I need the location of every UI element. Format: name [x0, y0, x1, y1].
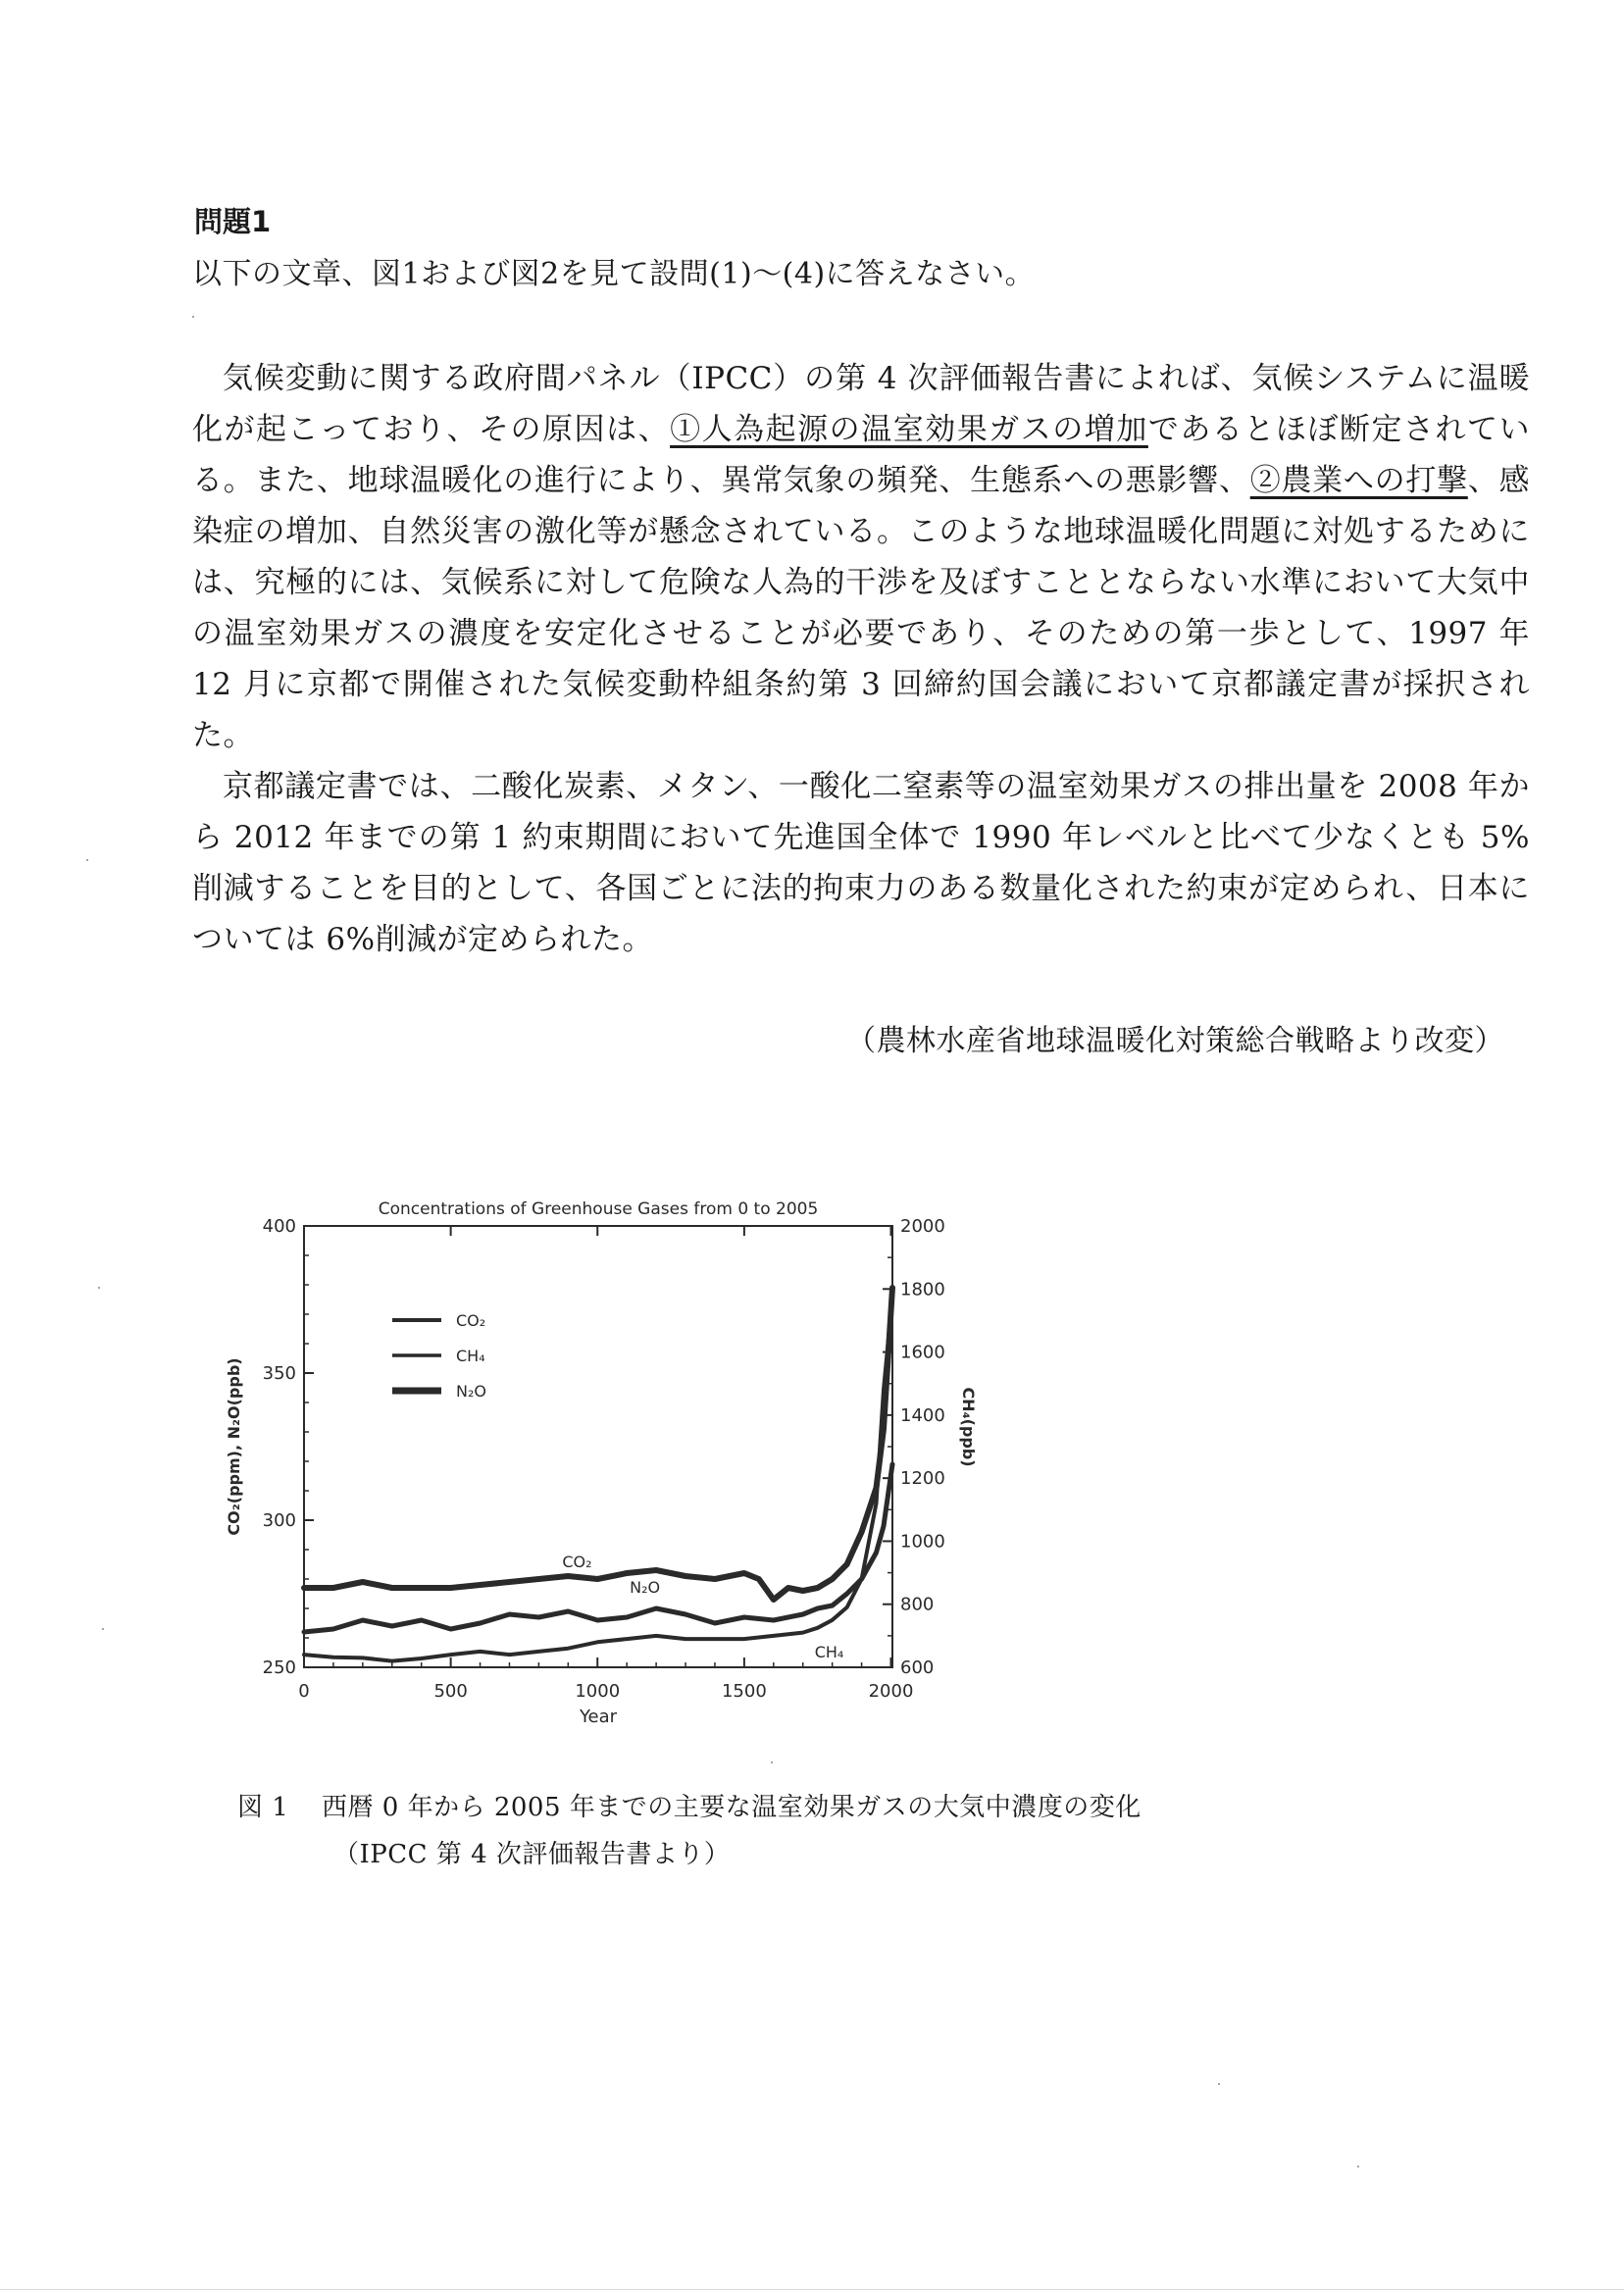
scan-speck — [1218, 2083, 1220, 2085]
passage-paragraph-1 — [192, 353, 1530, 761]
scan-speck — [771, 1761, 773, 1763]
y-left-tick-label: 250 — [262, 1657, 296, 1678]
x-tick-label: 500 — [433, 1681, 468, 1702]
underlined-phrase-2: ②農業への打撃 — [1249, 463, 1468, 498]
scan-speck — [1357, 2166, 1359, 2167]
y-right-tick-label: 1000 — [900, 1531, 945, 1553]
scan-edge-line — [0, 2289, 1624, 2290]
y-right-axis-label: CH₄(ppb) — [959, 1387, 978, 1467]
scan-speck — [86, 859, 88, 861]
underlined-phrase-1: ①人為起源の温室効果ガスの増加 — [670, 412, 1148, 447]
plot-frame — [304, 1226, 892, 1667]
series-line — [304, 1464, 892, 1632]
scan-speck — [192, 316, 194, 318]
x-tick-label: 1000 — [575, 1681, 621, 1702]
question-instruction: 以下の文章、図1および図2を見て設問(1)〜(4)に答えなさい。 — [192, 257, 1036, 291]
series-annotation: N₂O — [630, 1578, 661, 1597]
y-right-tick-label: 2000 — [900, 1216, 945, 1237]
passage-p1-text-a: 気候変動に関する政府間パネル（IPCC）の第 4 次評価報告書によれば、気候システムに温暖化が起こっており、その原因は、 — [192, 361, 1530, 447]
figure-caption-source: （IPCC 第 4 次評価報告書より） — [333, 1840, 731, 1869]
passage-p1-text-b: であるとほぼ断定されている。また、地球温暖化の進行により、異常気象の頻発、生態系への悪影響、 — [192, 412, 1531, 498]
x-tick-label: 2000 — [868, 1681, 914, 1702]
passage-source: （農林水産省地球温暖化対策総合戦略より改変） — [846, 1024, 1504, 1058]
figure-1 — [218, 1187, 1002, 1746]
x-tick-label: 1500 — [721, 1681, 767, 1702]
y-left-tick-label: 300 — [262, 1510, 296, 1531]
series-line — [304, 1288, 892, 1600]
ghg-concentration-chart — [218, 1187, 1002, 1746]
y-right-tick-label: 800 — [900, 1594, 935, 1615]
legend-label: CH₄ — [456, 1347, 485, 1365]
scan-speck — [102, 1628, 104, 1630]
y-left-axis-label: CO₂(ppm), N₂O(ppb) — [225, 1357, 243, 1536]
y-right-tick-label: 1600 — [900, 1342, 945, 1363]
y-right-tick-label: 600 — [900, 1657, 935, 1678]
y-left-tick-label: 350 — [262, 1363, 296, 1384]
scan-speck — [98, 1287, 100, 1289]
legend-label: CO₂ — [456, 1311, 486, 1330]
y-right-tick-label: 1400 — [900, 1404, 945, 1426]
figure-caption-text: 西暦 0 年から 2005 年までの主要な温室効果ガスの大気中濃度の変化 — [322, 1793, 1142, 1822]
passage-p1-text-c: 、感染症の増加、自然災害の激化等が懸念されている。このような地球温暖化問題に対処するためには、究極的には、気候系に対して危険な人為的干渉を及ぼすこととならない水準において大気中の温室効果ガスの濃度を安定化させることが必要であり、そのための第一歩として、1997 年 12 月に京都で開催された気候変動枠組条約第 3 回締約国会議において京都議定書が採択された。 — [192, 463, 1531, 753]
series-annotation: CO₂ — [562, 1553, 592, 1571]
y-right-tick-label: 1800 — [900, 1279, 945, 1300]
y-right-tick-label: 1200 — [900, 1468, 945, 1490]
question-title: 問題1 — [194, 205, 272, 238]
y-left-tick-label: 400 — [262, 1216, 296, 1237]
series-annotation: CH₄ — [814, 1642, 844, 1661]
x-tick-label: 0 — [298, 1681, 310, 1702]
passage-paragraph-2: 京都議定書では、二酸化炭素、メタン、一酸化二窒素等の温室効果ガスの排出量を 2008 年から 2012 年までの第 1 約束期間において先進国全体で 1990 年レベルと比べて少なくとも 5%削減することを目的として、各国ごとに法的拘束力のある数量化された約束が定められ、日本については 6%削減が定められた。 — [192, 769, 1530, 957]
legend-label: N₂O — [456, 1382, 486, 1401]
passage — [192, 353, 1530, 965]
x-axis-label: Year — [579, 1707, 618, 1727]
figure-number: 図 1 — [237, 1793, 289, 1822]
figure-caption — [237, 1787, 1142, 1823]
chart-title: Concentrations of Greenhouse Gases from 0 to 2005 — [378, 1199, 819, 1219]
series-line — [304, 1298, 892, 1661]
